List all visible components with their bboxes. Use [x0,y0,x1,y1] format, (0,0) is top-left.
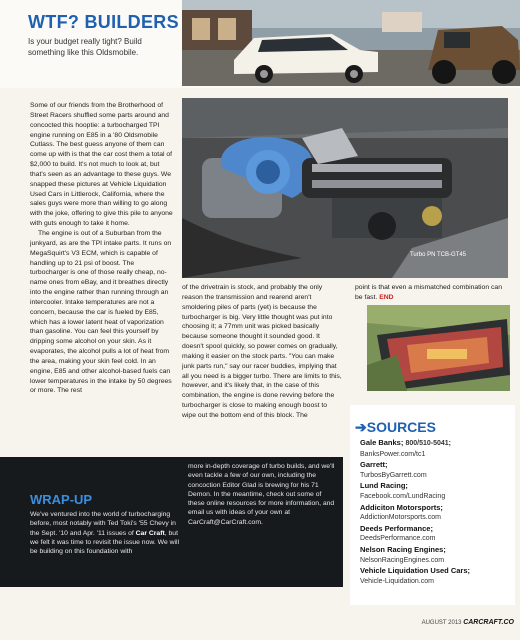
top-banner [0,0,520,88]
article-paragraph-4 [355,283,510,303]
sources-title [355,419,436,436]
engine-photo [182,98,508,278]
source-url[interactable]: AddictionMotorsports.com [360,514,441,522]
end-mark: END [379,293,394,301]
oldsmobile-photo [182,0,520,86]
source-url[interactable]: DeedsPerformance.com [360,535,436,543]
source-url[interactable]: BanksPower.com/tc1 [360,450,426,458]
banner-description: Is your budget really tight? Build something like this Oldsmobile. [28,37,142,57]
source-name: Lund Racing; [360,481,408,491]
wrap-up-text-2: , but we felt it was time to revisit the issue now. We will be building on this foundation with [30,529,180,556]
source-name: Deeds Performance; [360,523,433,533]
photo-caption: Turbo PN TCB-GT45 [409,252,466,258]
page-footer [422,619,514,626]
article-closing-text: point is that even a mismatched combination can be fast. [355,284,502,301]
article-column-right [355,283,510,303]
arrow-right-icon: ➔ [355,419,367,435]
magazine-name: Car Craft [135,529,165,537]
wrap-up-column-1 [30,510,180,556]
wrap-up-text-1: We've ventured into the world of turbocharging before, most notably with Ted Toki's '55 Chevy in the Sept. '10 and Apr. '11 issues of [30,511,176,537]
article-paragraph-1: Some of our friends from the Brotherhood of Street Racers shuffled some parts around and concocted this hooptie: a turbocharged TPI engine running on E85 in a '80 Oldsmobile Cutlass. The best guess anyone of them can come up with is that the car cost them a total of $2,000 to build. It's not much to look at, but that's seen as an advantage to these guys. We snapped these pictures at Vehicle Liquidation Used Cars in Littlerock, California, where the sales guys were more than willing to go along with the joke, offering to give this pile to anyone with guts enough to take it home. [30,102,173,228]
wrap-up-column-2: more in-depth coverage of turbo builds, and we'll even tackle a few of our own, including the concoction Editor Glad is brewing for his 71 Demon. In the meantime, check out some of these online resources for more information, and email us with ideas of your own at CarCraft@CarCraft.com. [188,463,335,526]
floor-mat-photo [367,305,510,391]
sources-box [350,405,515,605]
article-paragraph-3: of the drivetrain is stock, and probably the only reason the transmission and rearend aren't smoldering piles of parts (yet) is because the turbocharger is big. Very little thought was put into choosing it; a 77mm unit was picked basically because someone thought it sounded good. It doesn't spool quickly, so power comes on gradually, making it easier on the stock parts. "You can make junk parts run," say our racer buddies, implying that all you need is a bigger turbo. There are limits to this, however, and it's likely that, in the case of this combination, the engine is done revving before the turbocharger is close to making enough boost to wipe out the bottom end of this block. The [182,284,342,419]
source-name: Garrett; [360,460,388,470]
article-column-left [30,101,173,396]
source-url[interactable]: Vehicle-Liquidation.com [360,577,434,585]
source-name: Gale Banks; [360,438,404,447]
source-name: Addiciton Motorsports; [360,502,443,512]
source-url[interactable]: NelsonRacingEngines.com [360,556,445,564]
footer-brand: CARCRAFT.CO [463,619,514,626]
source-name: Vehicle Liquidation Used Cars; [360,566,471,576]
source-url[interactable]: Facebook.com/LundRacing [360,492,446,500]
oldsmobile-photo-art [182,0,520,86]
wrap-up-title: WRAP-UP [30,492,93,507]
source-item [360,438,512,450]
sources-list [360,438,512,587]
source-phone: 800/510-5041; [405,440,451,447]
source-name: Nelson Racing Engines; [360,544,446,554]
article-paragraph-2: The engine is out of a Suburban from the junkyard, as are the TPI intake parts. It runs on MegaSquirt's V3 ECM, which is capable of handling up to 21 psi of boost. The turbocharger is one of those really cheap, no-name ones from eBay, and it breathes directly into the engine rather than running through an intercooler. Intake temperatures are not a concern, because the car is fueled by E85, which has a lower latent heat of vaporization than gasoline. You can feel this yourself by dripping some alcohol on your skin. As it evaporates, the alcohol pulls a lot of heat from the area, making your skin feel cold. In an engine, E85 and other alcohol-based fuels can lower temperatures in the intake by 50 degrees or more. The rest [30,229,172,395]
floor-mat-photo-art [367,305,510,391]
banner-title: WTF? BUILDERS [28,12,179,32]
sources-title-text: SOURCES [366,419,436,435]
engine-photo-art [182,98,508,278]
issue-date: AUGUST 2013 [421,620,462,626]
source-url[interactable]: TurbosByGarrett.com [360,471,427,479]
article-column-middle [182,283,342,421]
wrap-up-box [0,457,343,587]
